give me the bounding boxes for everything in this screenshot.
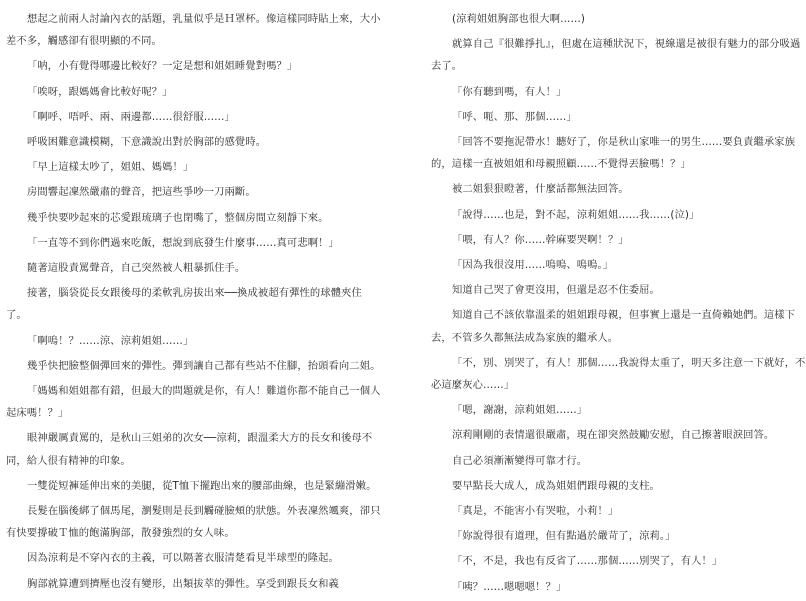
- paragraph: 胸部就算遭到擠壓也沒有變形，出類拔萃的彈性。享受到跟長女和義: [27, 577, 339, 590]
- paragraph: 「真是，不能害小有哭啦，小莉！」: [452, 505, 619, 518]
- paragraph: 「唉呀，跟媽媽會比較好呢？」: [27, 85, 173, 98]
- paragraph: 「啊呼、唔呼、兩、兩邊都……很舒服……」: [27, 110, 235, 123]
- paragraph: 想起之前兩人討論內衣的話題，乳量似乎是Ｈ罩杯。像這樣同時貼上來，大小差不多，觸感卻有很明顯的不同。: [6, 13, 381, 48]
- paragraph: 「早上這樣太吵了，姐姐、媽媽！」: [27, 161, 194, 174]
- paragraph: 接著，腦袋從長女跟後母的柔軟乳房拔出來──換成被超有彈性的球體夾住了。: [6, 287, 362, 322]
- paragraph: 「妳說得很有道理，但有點過於嚴苛了，涼莉。」: [452, 530, 676, 543]
- paragraph: 幾乎快要吵起來的芯愛跟琉璃子也閉嘴了，整個房間立刻靜下來。: [27, 211, 329, 224]
- paragraph: 要早點長大成人，成為姐姐們跟母親的支柱。: [452, 479, 660, 492]
- paragraph: 知道自己哭了會更沒用，但還是忍不住委屈。: [452, 284, 660, 297]
- paragraph: 呼吸困難意識模糊，下意識說出對於胸部的感覺時。: [27, 136, 267, 149]
- paragraph: 隨著這股責罵聲音，自己突然被人粗暴抓住手。: [27, 262, 246, 275]
- right-text-column: [431, 8, 806, 601]
- paragraph: 涼莉剛剛的表情還很嚴肅，現在卻突然鼓勵安慰，自己擦著眼淚回答。: [452, 429, 775, 442]
- paragraph: 「嗯，謝謝，涼莉姐姐……」: [452, 404, 588, 417]
- paragraph: (涼莉姐姐胸部也很大啊……): [452, 13, 585, 25]
- paragraph: 「呐，小有覺得哪邊比較好？一定是想和姐姐睡覺對嗎？」: [27, 60, 298, 73]
- paragraph: 「媽媽和姐姐都有錯，但最大的問題就是你，有人！難道你都不能自己一個人起床嗎！？」: [6, 385, 381, 420]
- paragraph: 長髮在腦後綁了個馬尾，瀏髮則是長到觸碰臉頰的狀態。外表凜然颯爽，卻只有快要撐破Ｔ恤的飽滿胸部，散發強烈的女人味。: [6, 505, 381, 540]
- paragraph: 眼神嚴厲責罵的，是秋山三姐弟的次女──涼莉，跟溫柔大方的長女和後母不同，給人很有精神的印象。: [6, 432, 373, 467]
- left-text-column: [6, 8, 381, 598]
- paragraph: 「喂，有人？你……幹麻要哭啊！？」: [452, 233, 629, 246]
- paragraph: 知道自己不該依靠溫柔的姐姐跟母親，但事實上還是一直倚賴她們。這樣下去，不管多久都無法成為家族的繼承人。: [431, 309, 796, 344]
- paragraph: 「啊嗚！？……涼、涼莉姐姐……」: [27, 334, 194, 347]
- paragraph: 幾乎快把臉整個彈回來的彈性。彈到讓自己都有些站不住腳，抬頭看向二姐。: [27, 359, 381, 372]
- paragraph: 「咦？……嗯嗯嗯！？」: [452, 580, 567, 593]
- paragraph: 「不，不是，我也有反省了……那個……別哭了，有人！」: [452, 555, 723, 568]
- paragraph: 「一直等不到你們過來吃飯，想說到底發生什麼事……真可悲啊！」: [27, 236, 339, 249]
- paragraph: 「因為我很沒用……嗚嗚、嗚嗚。」: [452, 259, 614, 272]
- paragraph: 「你有聽到嗎，有人！」: [452, 85, 567, 98]
- paragraph: 「不，別、別哭了，有人！那個……我說得太重了，明天多注意一下就好，不必這麼灰心……」: [431, 356, 806, 392]
- paragraph: 房間響起凜然嚴肅的聲音，把這些爭吵一刀兩斷。: [27, 186, 256, 199]
- paragraph: 「回答不要拖泥帶水！聽好了，你是秋山家唯一的男生……要負責繼承家族的，這樣一直被姐姐和母親照顧……不覺得丟臉嗎！？」: [431, 136, 796, 171]
- paragraph: 就算自己『很難掙扎』，但處在這種狀況下，視線還是被很有魅力的部分吸過去了。: [431, 38, 801, 73]
- paragraph: 自己必須漸漸變得可靠才行。: [452, 454, 588, 467]
- paragraph: 因為涼莉是不穿內衣的主義，可以隔著衣服清楚看見半球型的隆起。: [27, 552, 339, 565]
- paragraph: 「呼、呃、那、那個……」: [452, 110, 577, 123]
- paragraph: 「說得……也是，對不起，涼莉姐姐……我……(泣)」: [452, 208, 700, 221]
- paragraph: 被二姐狠狠瞪著，什麼話都無法回答。: [452, 183, 629, 196]
- paragraph: 一雙從短褲延伸出來的美腿，從T恤下擺跑出來的腰部曲線，也是緊繃滑嫩。: [27, 479, 377, 492]
